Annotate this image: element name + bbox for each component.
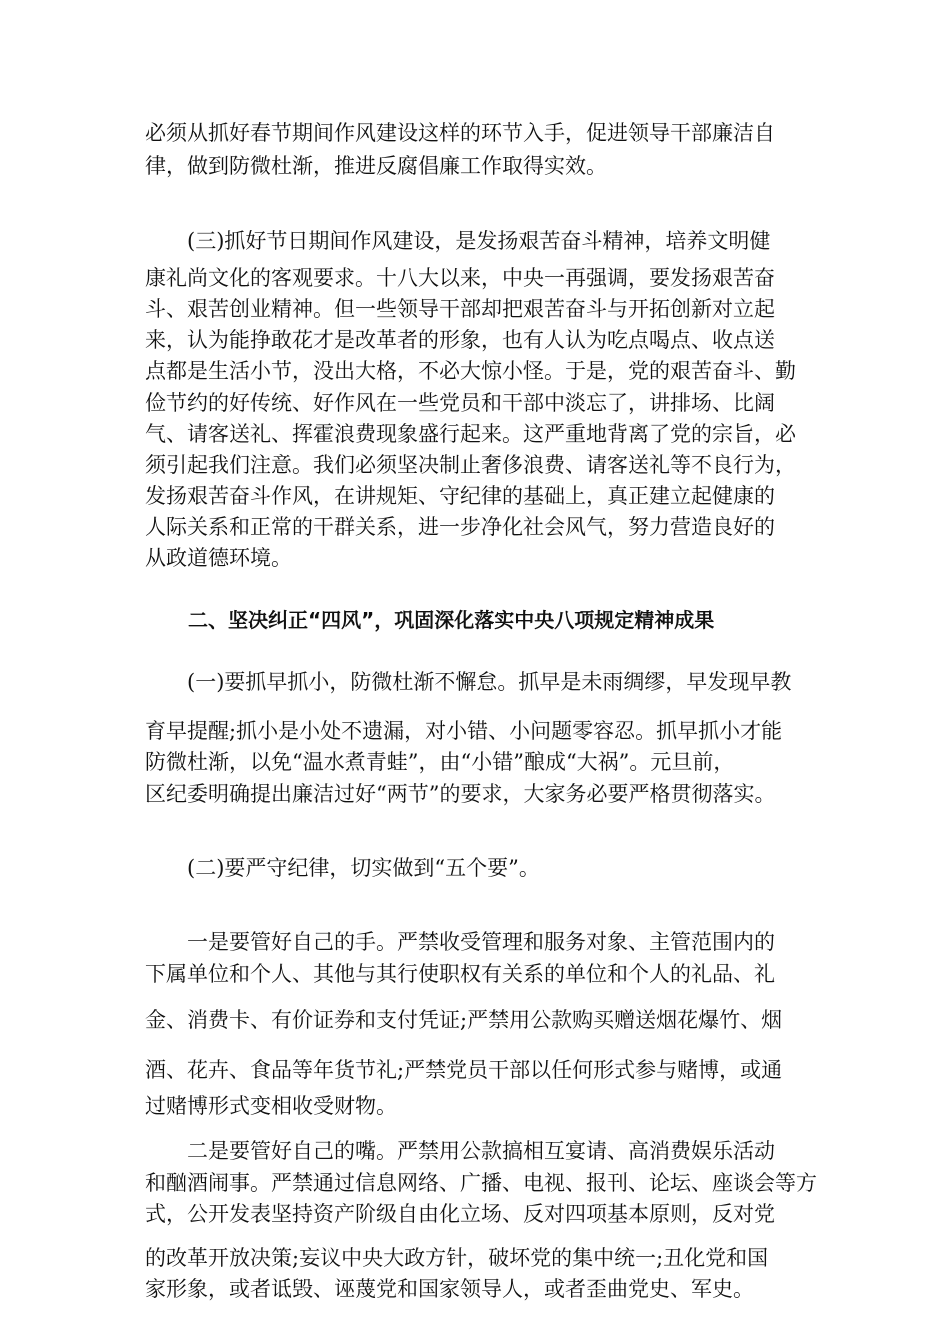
paragraph-line: 斗、艰苦创业精神。但一些领导干部却把艰苦奋斗与开拓创新对立起	[145, 297, 775, 321]
paragraph-line: 点都是生活小节，没出大格，不必大惊小怪。于是，党的艰苦奋斗、勤	[145, 359, 796, 383]
paragraph-line: 式，公开发表坚持资产阶级自由化立场、反对四项基本原则，反对党	[145, 1202, 775, 1226]
paragraph-line: 必须从抓好春节期间作风建设这样的环节入手，促进领导干部廉洁自	[145, 121, 775, 145]
paragraph-line: 气、请客送礼、挥霍浪费现象盛行起来。这严重地背离了党的宗旨，必	[145, 422, 796, 446]
paragraph-line: 律，做到防微杜渐，推进反腐倡廉工作取得实效。	[145, 154, 607, 178]
paragraph-line: 家形象，或者诋毁、诬蔑党和国家领导人，或者歪曲党史、军史。	[145, 1277, 754, 1301]
paragraph-line: 人际关系和正常的干群关系，进一步净化社会风气，努力营造良好的	[145, 515, 775, 539]
paragraph-line: 下属单位和个人、其他与其行使职权有关系的单位和个人的礼品、礼	[145, 962, 775, 986]
paragraph-line: 从政道德环境。	[145, 546, 292, 570]
paragraph-line: 过赌博形式变相收受财物。	[145, 1094, 397, 1118]
paragraph-line: 须引起我们注意。我们必须坚决制止奢侈浪费、请客送礼等不良行为，	[145, 453, 796, 477]
paragraph-line: 康礼尚文化的客观要求。十八大以来，中央一再强调，要发扬艰苦奋	[145, 266, 775, 290]
paragraph-line: 防微杜渐，以免“温水煮青蛙”，由“小错”酿成“大祸”。元旦前，	[145, 750, 735, 774]
paragraph-line: 来，认为能挣敢花才是改革者的形象，也有人认为吃点喝点、收点送	[145, 328, 775, 352]
section-heading: 二、坚决纠正“四风”，巩固深化落实中央八项规定精神成果	[188, 608, 715, 632]
paragraph-line: (三)抓好节日期间作风建设，是发扬艰苦奋斗精神，培养文明健	[187, 229, 771, 253]
paragraph-line: (一)要抓早抓小，防微杜渐不懈怠。抓早是未雨绸缪，早发现早教	[187, 670, 792, 694]
paragraph-line: 金、消费卡、有价证券和支付凭证;严禁用公款购买赠送烟花爆竹、烟	[145, 1008, 783, 1032]
paragraph-line: 二是要管好自己的嘴。严禁用公款搞相互宴请、高消费娱乐活动	[187, 1139, 775, 1163]
paragraph-line: 区纪委明确提出廉洁过好“两节”的要求，大家务必要严格贯彻落实。	[145, 782, 776, 806]
paragraph-line: 发扬艰苦奋斗作风，在讲规矩、守纪律的基础上，真正建立起健康的	[145, 484, 775, 508]
paragraph-line: 俭节约的好传统、好作风在一些党员和干部中淡忘了，讲排场、比阔	[145, 391, 775, 415]
paragraph-line: 酒、花卉、食品等年货节礼;严禁党员干部以任何形式参与赌博，或通	[145, 1058, 783, 1082]
paragraph-line: 的改革开放决策;妄议中央大政方针，破坏党的集中统一;丑化党和国	[145, 1246, 769, 1270]
paragraph-line: 一是要管好自己的手。严禁收受管理和服务对象、主管范围内的	[187, 930, 775, 954]
paragraph-line: (二)要严守纪律，切实做到“五个要”。	[187, 856, 540, 880]
paragraph-line: 和酗酒闹事。严禁通过信息网络、广播、电视、报刊、论坛、座谈会等方	[145, 1171, 817, 1195]
paragraph-line: 育早提醒;抓小是小处不遗漏，对小错、小问题零容忍。抓早抓小才能	[145, 719, 783, 743]
